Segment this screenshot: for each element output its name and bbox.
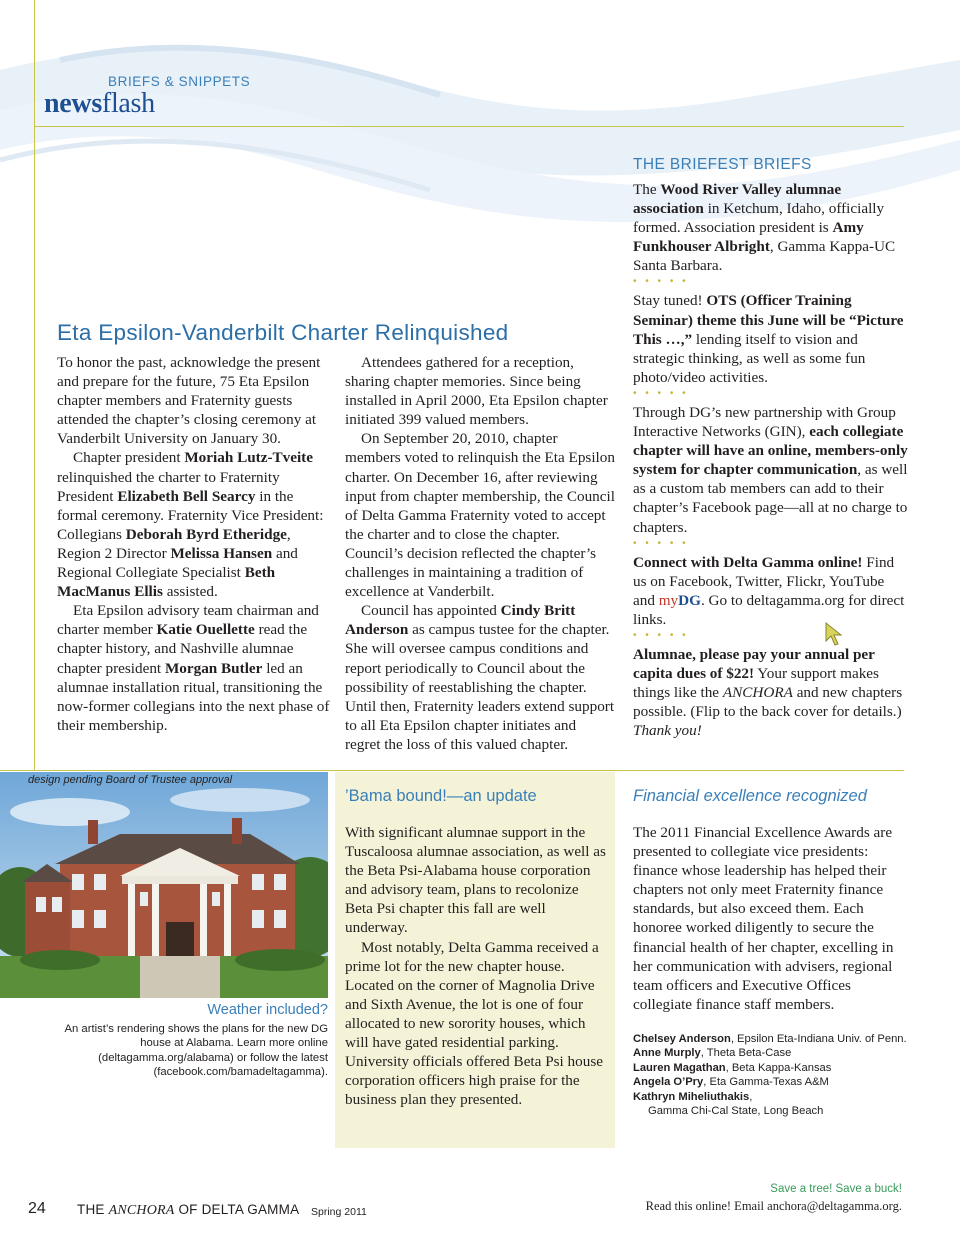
read-online-note: Read this online! Email anchora@deltagamma.org. [645, 1199, 902, 1213]
honoree-item: Chelsey Anderson, Epsilon Eta-Indiana Univ. of Penn. [633, 1033, 907, 1045]
photo-caption-title: Weather included? [207, 1002, 328, 1018]
honoree-item: Angela O’Pry, Eta Gamma-Texas A&M [633, 1076, 829, 1089]
brief-item: Through DG’s new partnership with Group Interactive Networks (GIN), each collegiate chapter will have an online, members-only system for chapter communication, as well as a custom tab members can add to their chapter’s Facebook page—all at no charge to chapters. [633, 403, 908, 536]
bama-column [345, 823, 607, 1109]
article-paragraph: Council has appointed Cindy Britt Anderson as campus tustee for the chapter. She will oversee campus conditions and report periodically to Council about the possibility of reestablishing the chapter. Until then, Fraternity leaders extend support to all Eta Epsilon chapter initiates and regret the loss of this valued chapter. [345, 602, 615, 753]
brief-item: The Wood River Valley alumnae association in Ketchum, Idaho, officially formed. Association president is Amy Funkhouser Albright, Gamma Kappa-UC Santa Barbara. [633, 181, 896, 275]
honoree-item: Anne Murply, Theta Beta-Case [633, 1047, 792, 1060]
article-paragraph: To honor the past, acknowledge the present and prepare for the future, 75 Eta Epsilon chapter members and Fraternity guests attended the chapter’s closing ceremony at Vanderbilt University on January 30. [57, 354, 321, 448]
article-title: Eta Epsilon-Vanderbilt Charter Relinquished [57, 320, 509, 345]
section-kicker: BRIEFS & SNIPPETS [108, 74, 251, 89]
article-column-2 [345, 353, 615, 754]
top-rule [34, 126, 904, 127]
photo-approval-note: design pending Board of Trustee approval [28, 774, 233, 786]
briefs-column [633, 180, 908, 740]
article-paragraph: Eta Epsilon advisory team chairman and charter member Katie Ouellette read the chapter history, and Nashville alumnae chapter president Morgan Butler led an alumnae installation ritual, transitioning the now-former collegians into the next phase of their membership. [57, 602, 330, 734]
section-title [44, 88, 155, 120]
honoree-item: Kathryn Miheliuthakis, [633, 1090, 753, 1103]
finance-paragraph: The 2011 Financial Excellence Awards are presented to collegiate vice presidents: finance whose leadership has helped their chapters not only meet Fraternity finance standards, but also exceed them. Each honoree worked diligently to secure the financial health of her chapter, excelling in her communication with advisers, regional team officers and Executive Offices collegiate finance staff members. [633, 824, 894, 1013]
finance-column [633, 823, 905, 1014]
article-paragraph: Chapter president Moriah Lutz-Tveite relinquished the charter to Fraternity President Elizabeth Bell Searcy in the formal ceremony. Fraternity Vice President: Collegians Deborah Byrd Etheridge, Region 2 Director Melissa Hansen and Regional Collegiate Specialist Beth MacManus Ellis assisted. [57, 449, 324, 601]
section-title-rest: flash [101, 88, 155, 119]
honoree-list [633, 1032, 918, 1118]
mouse-pointer-icon [823, 621, 845, 649]
mydg-logo-text: myDG [658, 591, 701, 609]
left-rule [34, 0, 35, 770]
honoree-item-continued: Gamma Chi-Cal State, Long Beach [648, 1105, 824, 1118]
photo-caption-text: An artist’s rendering shows the plans for the new DG house at Alabama. Learn more online (deltagamma.org/alabama) or follow the latest (facebook.com/bamadeltagamma). [64, 1023, 328, 1078]
save-tree-note: Save a tree! Save a buck! [770, 1183, 902, 1195]
brief-item: Connect with Delta Gamma online! Find us on Facebook, Twitter, Flickr, YouTube and myDG. Go to deltagamma.org for direct links. [633, 553, 905, 628]
bama-title: ’Bama bound!—an update [345, 787, 537, 805]
dot-separator: • • • • • [633, 387, 689, 399]
article-paragraph: On September 20, 2010, chapter members voted to relinquish the Eta Epsilon charter. On December 16, after reviewing input from chapter membership, the Council of Delta Gamma Fraternity voted to accept the charter and to close the chapter. Council’s decision reflected the chapter’s challenges in maintaining a tradition of excellence at Vanderbilt. [345, 430, 615, 601]
house-rendering-image [0, 772, 328, 998]
article-paragraph: Attendees gathered for a reception, sharing chapter memories. Since being installed in April 2000, Eta Epsilon chapter initiated 399 valued members. [345, 354, 608, 429]
dot-separator: • • • • • [633, 276, 689, 288]
finance-title: Financial excellence recognized [633, 787, 867, 805]
bama-paragraph: Most notably, Delta Gamma received a prime lot for the new chapter house. Located on the corner of Magnolia Drive and Sixth Avenue, the lot is one of four allocated to new sorority houses, which will have gated residential parking. University officials offered Beta Psi house corporation officers high praise for the business plan they presented. [345, 938, 603, 1109]
honoree-item: Lauren Magathan, Beta Kappa-Kansas [633, 1061, 832, 1074]
dot-separator: • • • • • [633, 629, 689, 641]
page-number: 24 [28, 1200, 46, 1217]
brief-item: Alumnae, please pay your annual per capita dues of $22! Your support makes things like the ANCHORA and new chapters possible. (Flip to the back cover for details.) Thank you! [633, 645, 903, 740]
article-column-1 [57, 353, 332, 735]
dot-separator: • • • • • [633, 537, 689, 549]
section-title-bold: news [44, 88, 102, 119]
middle-rule [0, 770, 904, 771]
brief-item: Stay tuned! OTS (Officer Training Seminar) theme this June will be “Picture This …,” lending itself to vision and strategic thinking, as well as some fun photo/video activities. [633, 292, 904, 386]
magazine-name: THE ANCHORA OF DELTA GAMMA [77, 1202, 300, 1218]
issue-date: Spring 2011 [311, 1206, 367, 1218]
briefs-heading: THE BRIEFEST BRIEFS [633, 156, 812, 173]
bama-paragraph: With significant alumnae support in the Tuscaloosa alumnae association, as well as the Beta Psi-Alabama house corporation and advisory team, plans to recolonize Beta Psi chapter this fall are well underway. [345, 824, 606, 937]
